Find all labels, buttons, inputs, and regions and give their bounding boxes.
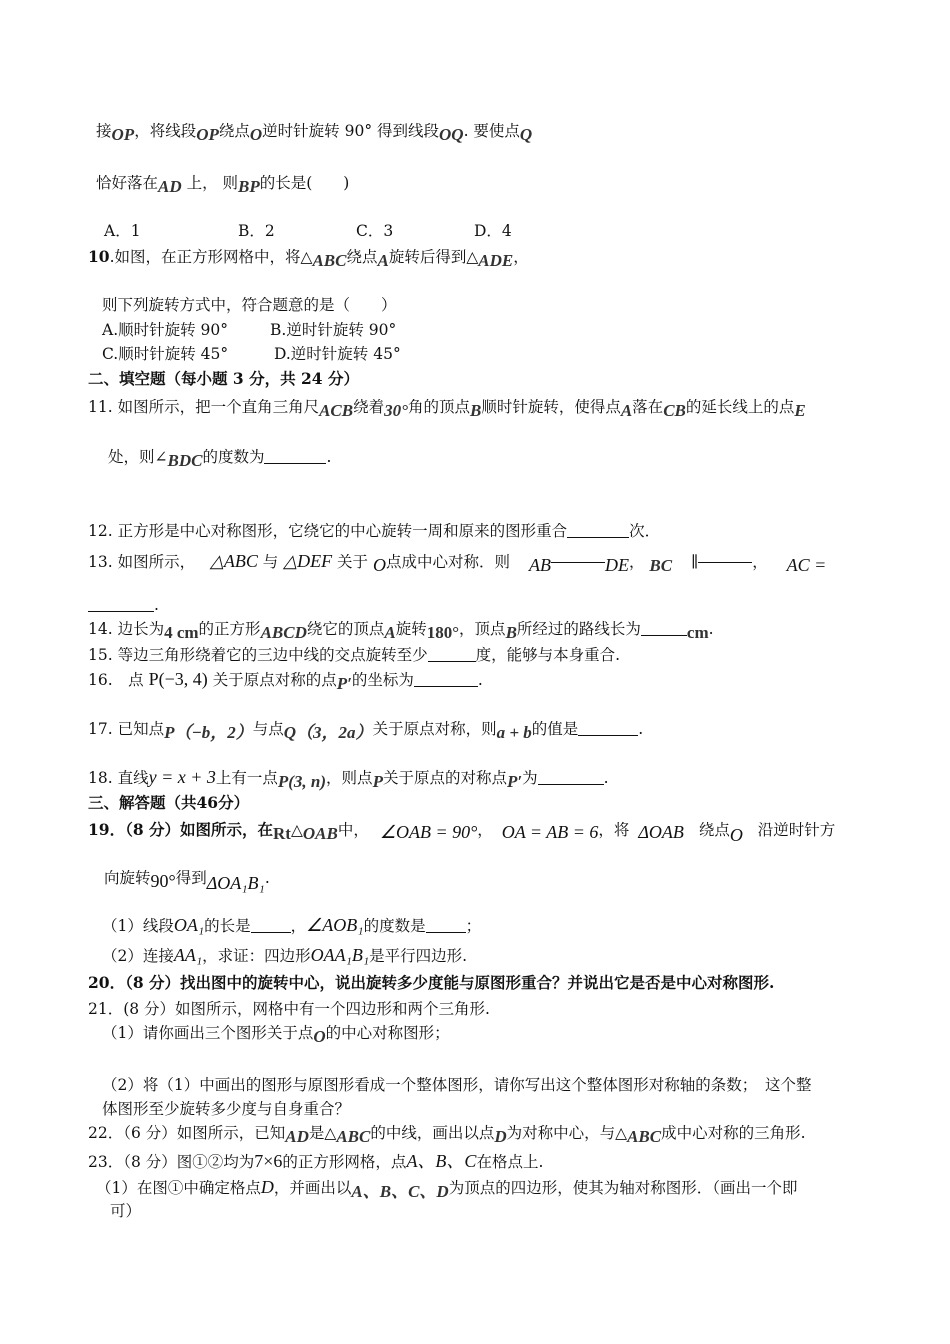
q23-line1: 23．（8 分）图①②均为7×6的正方形网格，点A、B、C在格点上. (88, 1151, 544, 1171)
q20: 20．（8 分）找出图中的旋转中心，说出旋转多少度能与原图形重合？并说出它是否是中心对称图形. (88, 973, 775, 992)
q9-line1: 接OP，将线段OP绕点O逆时针旋转 90° 得到线段OQ. 要使点Q (96, 122, 533, 144)
q10-line1: 10.如图，在正方形网格中，将△ABC绕点A旋转后得到△ADE， (88, 247, 529, 270)
q19-line4: （2）连接AA₁，求证：四边形OAA₁B₁是平行四边形. (102, 945, 468, 965)
q10-options-row1 (102, 319, 396, 341)
q10-option-d: D.逆时针旋转 45° (274, 345, 401, 363)
q21-line4: 体图形至少旋转多少度与自身重合？ (102, 1100, 351, 1118)
q23-line2: （1）在图①中确定格点D，并画出以A、B、C、D为顶点的四边形，使其为轴对称图形．（画出一个即 (96, 1177, 798, 1201)
q10-option-b: B.逆时针旋转 90° (270, 321, 397, 339)
q13-line2: . (88, 594, 159, 616)
q18-answer-blank[interactable] (538, 770, 604, 785)
q14-answer-blank[interactable] (641, 621, 687, 636)
q19-angle-blank[interactable] (426, 918, 466, 933)
q17-answer-blank[interactable] (578, 721, 638, 736)
q10-line2: 则下列旋转方式中，符合题意的是（ ） (102, 296, 397, 314)
q9-option-a: A．1 (104, 222, 141, 240)
q21-line3: （2）将（1）中画出的图形与原图形看成一个整体图形，请你写出这个整体图形对称轴的条数； 这个整 (102, 1076, 812, 1094)
q13-parallel-blank[interactable] (698, 548, 752, 563)
q10-option-a: A.顺时针旋转 90° (102, 321, 229, 339)
q18: 18. 直线y = x + 3上有一点P(3, n)，则点P关于原点的对称点P′为 . (88, 767, 609, 791)
q23-line3: 可） (110, 1202, 142, 1220)
q13-ac-blank[interactable] (88, 597, 154, 612)
q9-option-c: C．3 (356, 222, 394, 240)
q16-answer-blank[interactable] (414, 672, 478, 687)
q19-line2: 向旋转90°得到ΔOA₁B₁. (104, 869, 270, 893)
q19-line3: （1）线段OA₁的长是 ，∠AOB₁的度数是 ； (102, 915, 482, 935)
q10-option-c: C.顺时针旋转 45° (102, 345, 229, 363)
q21-line2: （1）请你画出三个图形关于点O的中心对称图形； (102, 1024, 450, 1046)
q9-options (104, 220, 512, 242)
q9-option-b: B．2 (238, 222, 275, 240)
q21-line1: 21．(8 分）如图所示，网格中有一个四边形和两个三角形. (88, 1000, 490, 1018)
q9-line2: 恰好落在AD 上， 则BP的长是( ) (96, 174, 350, 196)
q13-line1: 13. 如图所示， △ABC 与 △DEF 关于 O点成中心对称．则 AB DE， BC ∥ ， AC = (88, 548, 826, 573)
q12: 12. 正方形是中心对称图形，它绕它的中心旋转一周和原来的图形重合 次． (88, 522, 661, 540)
q19-line1: 19．（8 分）如图所示，在Rt△OAB中， ∠OAB = 90°， OA = AB = 6，将 ΔOAB 绕点O 沿逆时针方 (88, 820, 836, 845)
section-2-heading: 二、填空题（每小题 3 分，共 24 分） (88, 369, 359, 388)
q9-option-d: D．4 (474, 222, 512, 240)
q22: 22．（6 分）如图所示，已知AD是△ABC的中线，画出以点D为对称中心，与△ABC成中心对称的三角形. (88, 1124, 806, 1146)
section-3-heading: 三、解答题（共46分） (88, 793, 250, 812)
q17: 17. 已知点P（−b，2）与点Q（3，2a）关于原点对称，则a + b的值是 . (88, 720, 644, 742)
q12-answer-blank[interactable] (567, 523, 629, 538)
q11-line2: 处，则∠BDC的度数为 . (108, 448, 332, 470)
q15-answer-blank[interactable] (428, 647, 476, 662)
q13-relation-blank[interactable] (551, 548, 605, 563)
q11-line1: 11. 如图所示，把一个直角三角尺ACB绕着30°角的顶点B顺时针旋转，使得点A落在CB的延长线上的点E (88, 398, 806, 420)
q14: 14. 边长为4 cm的正方形ABCD绕它的顶点A旋转180°，顶点B所经过的路线长为 cm. (88, 620, 714, 642)
q10-options-row2 (102, 343, 401, 365)
q16: 16. 点 P(−3, 4) 关于原点对称的点P′的坐标为 . (88, 669, 483, 693)
q15: 15. 等边三角形绕着它的三边中线的交点旋转至少 度，能够与本身重合. (88, 646, 621, 664)
q11-answer-blank[interactable] (264, 449, 326, 464)
q19-oa1-blank[interactable] (251, 918, 291, 933)
